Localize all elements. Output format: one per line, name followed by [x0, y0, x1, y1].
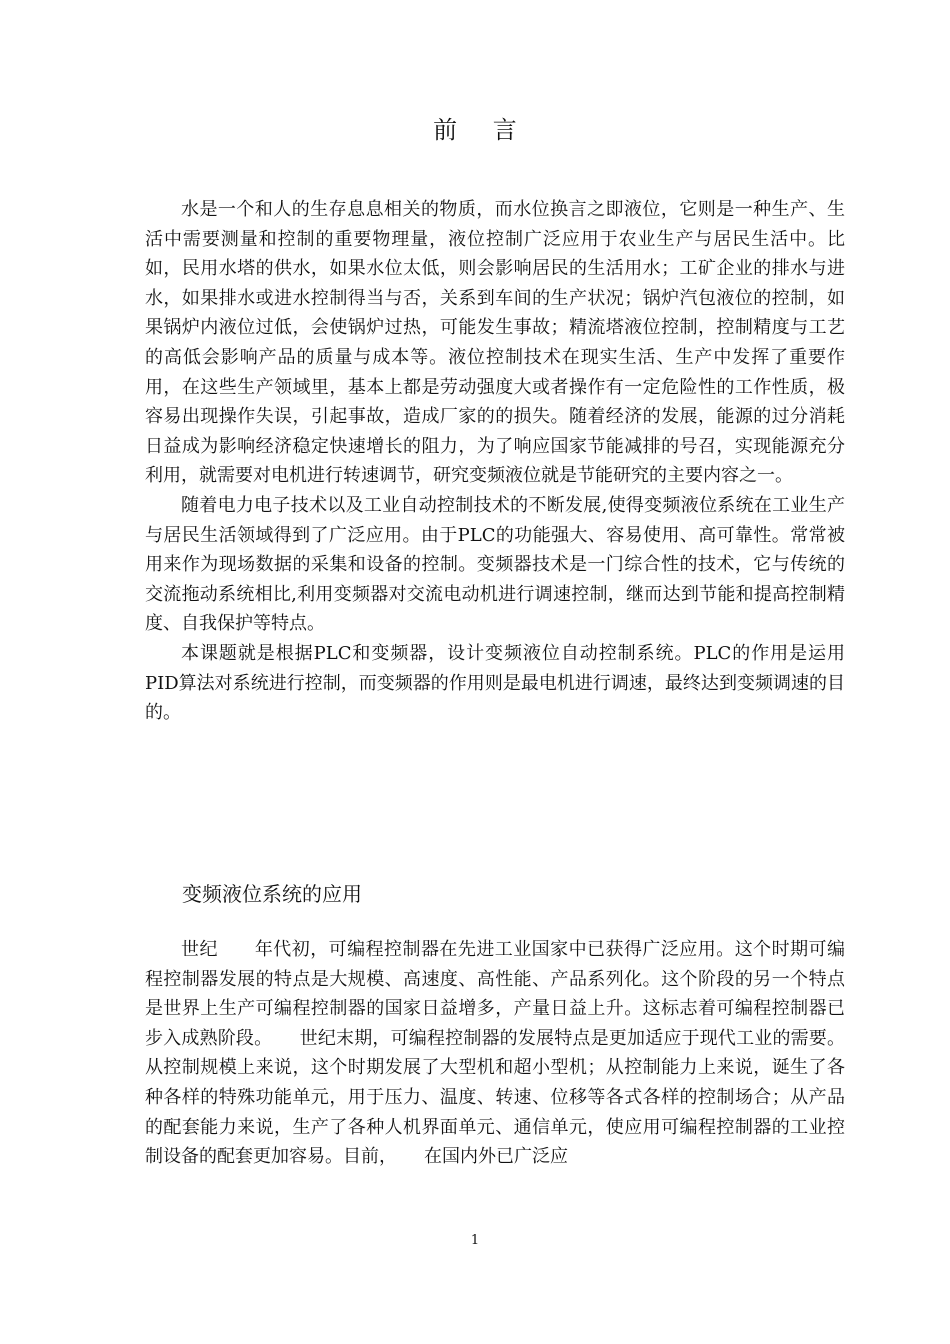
page-title: 前 言: [433, 116, 531, 144]
section-paragraph-1: 世纪 年代初，可编程控制器在先进工业国家中已获得广泛应用。这个时期可编程控制器发展的特点是大规模、高速度、高性能、产品系列化。这个阶段的另一个特点是世界上生产可编程控制器的国家日益增多，产量日益上升。这标志着可编程控制器已步入成熟阶段。 世纪末期，可编程控制器的发展特点是更加适应于现代工业的需要。从控制规模上来说，这个时期发展了大型机和超小型机；从控制能力上来说，诞生了各种各样的特殊功能单元，用于压力、温度、转速、位移等各式各样的控制场合；从产品的配套能力来说，生产了各种人机界面单元、通信单元，使应用可编程控制器的工业控制设备的配套更加容易。目前， 在国内外已广泛应: [145, 939, 845, 1168]
section-heading: 变频液位系统的应用: [182, 882, 362, 906]
page-number: 1: [470, 1233, 480, 1248]
intro-text: [145, 195, 845, 728]
intro-paragraph-1: 水是一个和人的生存息息相关的物质，而水位换言之即液位，它则是一种生产、生活中需要测量和控制的重要物理量，液位控制广泛应用于农业生产与居民生活中。比如，民用水塔的供水，如果水位太低，则会影响居民的生活用水；工矿企业的排水与进水，如果排水或进水控制得当与否，关系到车间的生产状况；锅炉汽包液位的控制，如果锅炉内液位过低，会使锅炉过热，可能发生事故；精流塔液位控制，控制精度与工艺的高低会影响产品的质量与成本等。液位控制技术在现实生活、生产中发挥了重要作用，在这些生产领域里，基本上都是劳动强度大或者操作有一定危险性的工作性质，极容易出现操作失误，引起事故，造成厂家的的损失。随着经济的发展，能源的过分消耗日益成为影响经济稳定快速增长的阻力，为了响应国家节能减排的号召，实现能源充分利用，就需要对电机进行转速调节，研究变频液位就是节能研究的主要内容之一。: [145, 199, 845, 487]
section-text: [145, 935, 845, 1172]
intro-paragraph-2: 随着电力电子技术以及工业自动控制技术的不断发展,使得变频液位系统在工业生产与居民生活领域得到了广泛应用。由于PLC的功能强大、容易使用、高可靠性。常常被用来作为现场数据的采集和设备的控制。变频器技术是一门综合性的技术，它与传统的交流拖动系统相比,利用变频器对交流电动机进行调速控制，继而达到节能和提高控制精度、自我保护等特点。: [145, 494, 845, 635]
intro-paragraph-3: 本课题就是根据PLC和变频器，设计变频液位自动控制系统。PLC的作用是运用PID算法对系统进行控制，而变频器的作用则是最电机进行调速，最终达到变频调速的目的。: [145, 642, 845, 724]
